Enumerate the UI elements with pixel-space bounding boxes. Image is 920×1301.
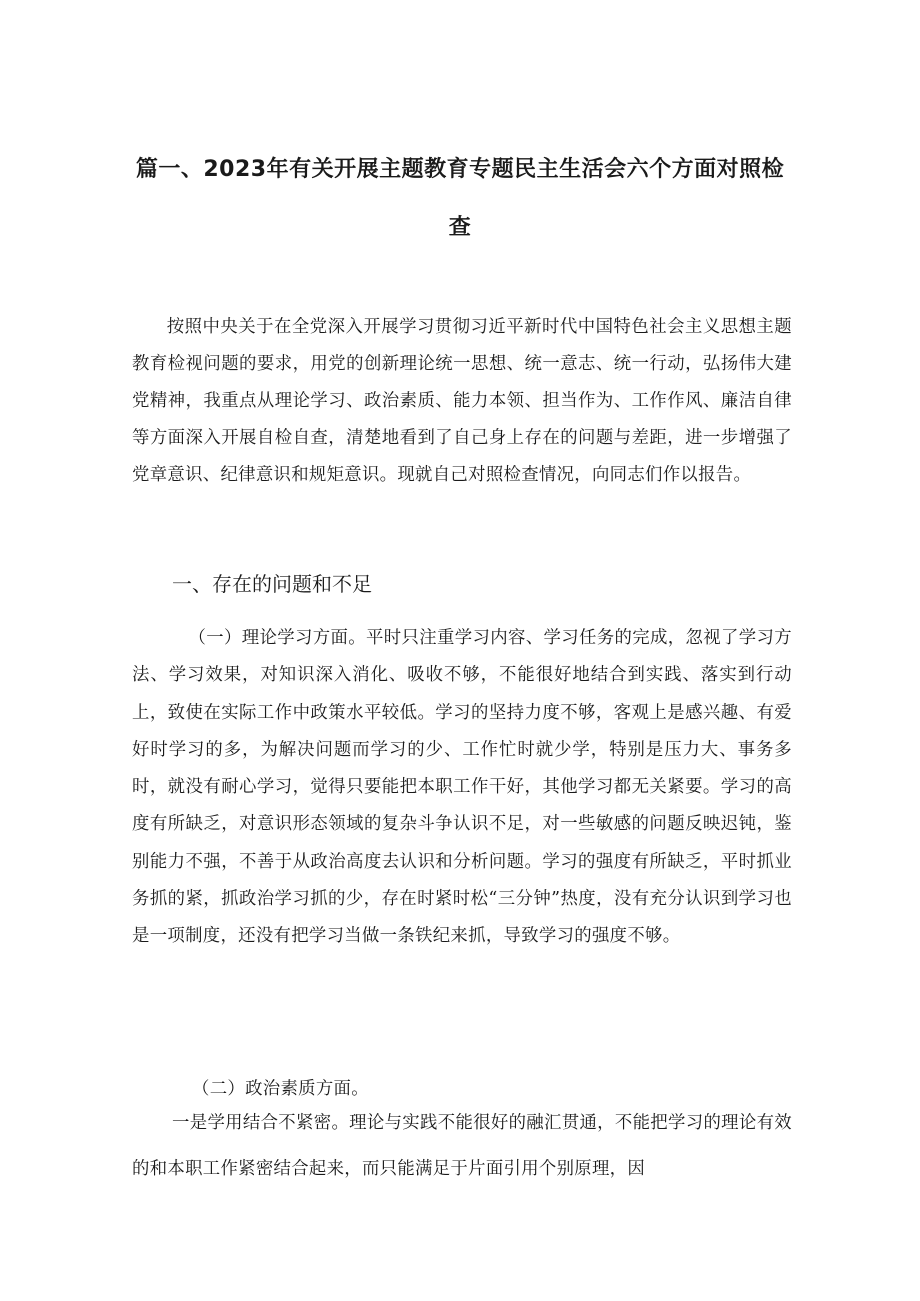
section-theory-study-paragraph: （一）理论学习方面。平时只注重学习内容、学习任务的完成，忽视了学习方法、学习效果，对知识深入消化、吸收不够，不能很好地结合到实践、落实到行动上，致使在实际工作中政策水平较低。学习的坚持力度不够，客观上是感兴趣、有爱好时学习的多，为解决问题而学习的少、工作忙时就少学，特别是压力大、事务多时，就没有耐心学习，觉得只要能把本职工作干好，其他学习都无关紧要。学习的高度有所缺乏，对意识形态领域的复杂斗争认识不足，对一些敏感的问题反映迟钝，鉴别能力不强，不善于从政治高度去认识和分析问题。学习的强度有所缺乏，平时抓业务抓的紧，抓政治学习抓的少，存在时紧时松“三分钟”热度，没有充分认识到学习也是一项制度，还没有把学习当做一条铁纪来抓，导致学习的强度不够。 — [132, 628, 792, 947]
document-title-line-2: 查 — [448, 215, 472, 240]
section-heading-problems: 一、存在的问题和不足 — [172, 572, 372, 596]
subheading-political-quality: （二）政治素质方面。 — [192, 1079, 369, 1099]
document-title-line-1: 篇一、2023年有关开展主题教育专题民主生活会六个方面对照检 — [135, 157, 785, 182]
study-application-paragraph: 一是学用结合不紧密。理论与实践不能很好的融汇贯通，不能把学习的理论有效的和本职工作紧密结合起来，而只能满足于片面引用个别原理，因 — [132, 1113, 792, 1179]
intro-paragraph: 按照中央关于在全党深入开展学习贯彻习近平新时代中国特色社会主义思想主题教育检视问题的要求，用党的创新理论统一思想、统一意志、统一行动，弘扬伟大建党精神，我重点从理论学习、政治素质、能力本领、担当作为、工作作风、廉洁自律等方面深入开展自检自查，清楚地看到了自己身上存在的问题与差距，进一步增强了党章意识、纪律意识和规矩意识。现就自己对照检查情况，向同志们作以报告。 — [132, 317, 792, 485]
